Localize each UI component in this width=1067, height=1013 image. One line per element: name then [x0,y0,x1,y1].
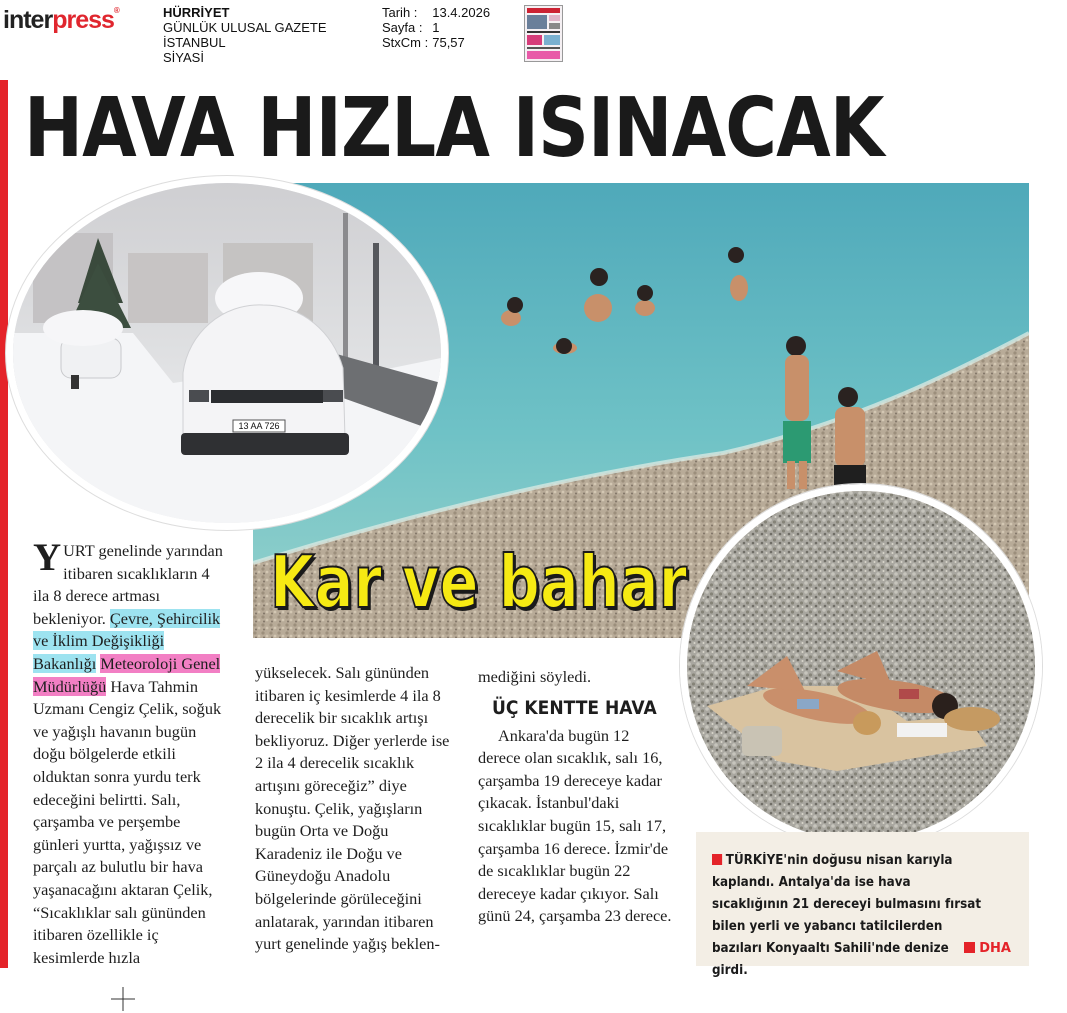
subheading: ÜÇ KENTTE HAVA [492,696,657,719]
sunbathers-photo [680,484,1042,848]
highlight-ministry: Çevre, Şehircilik ve İklim Değişikliği Bakanlığı [33,608,221,673]
logo-part1: inter [3,6,53,34]
publication-city: İSTANBUL [163,35,226,50]
column-2-text: yükselecek. Salı gününden itibaren iç kesimlerde 4 ila 8 derecelik bir sıcaklık artışı bekliyoruz. Diğer yerlerde ise 2 ila 4 derecelik sıcaklık artışını göreceğiz” diye konuştu. Çelik, yağışların bugün Orta ve Doğu Karadeniz ile Doğu ve Güneydoğu Anadolu bölgelerinde görüleceğini anlatarak, yarından itibaren yurt genelinde yağış beklen- [255,663,450,954]
article-column-2 [255,662,451,956]
column-3-body: Ankara'da bugün 12 derece olan sıcaklık, salı 16, çarşamba 19 dereceye kadar çıkacak. İstanbul'daki sıcaklıklar bugün 15, salı 17, çarşamba 16 derece. İzmir'de de sıcaklıklar bugün 22 dereceye kadar çıkıyor. Salı günü 24, çarşamba 23 derece. [478,725,672,926]
column-3-lead: mediğini söyledi. [478,667,592,686]
photo-credit [964,941,1011,956]
caption-lead: TÜRKİYE [725,853,784,868]
meta-row-size [382,35,494,50]
kicker-title: Kar ve bahar [270,540,688,624]
drop-cap: Y [33,536,62,579]
logo-part2: press [52,6,114,34]
publication-info [163,5,327,65]
meta-value: 1 [432,20,440,35]
article-column-3 [478,666,674,928]
meta-row-date [382,5,494,20]
sunbathers-illustration [687,491,1035,841]
red-square-icon [964,942,975,953]
crop-mark-icon [111,987,135,1011]
highlight-meteorology: Meteoroloji Genel Müdürlüğü [33,653,221,696]
license-plate-text: 13 AA 726 [238,421,280,431]
meta-label: Tarih : [382,5,418,20]
column-1-text-a: URT genelinde yarından itibaren sıcaklıkların 4 ila 8 derece artması bekleniyor. [33,541,223,628]
photo-caption-box [696,832,1029,978]
headline: HAVA HIZLA ISINACAK [24,81,884,176]
snow-photo [6,176,448,530]
caption-text [712,850,988,982]
column-1-text-b: Hava Tahmin Uzmanı Cengiz Çelik, soğuk ve yağışlı havanın bugün doğu bölgelerde etkili olduktan sonra yurdu terk edeceğini belirtti. Salı, çarşamba ve perşembe günleri yurtta, yağışsız ve parçalı az bulutlu bir hava yaşanacağını aktaran Çelik, “Sıcaklıklar salı gününden itibaren özellikle iç kesimlerde hızla [33,676,222,967]
meta-value: 13.4.2026 [432,5,491,20]
credit-name: DHA [979,941,1011,956]
meta-row-page [382,20,494,35]
publication-type: GÜNLÜK ULUSAL GAZETE [163,20,327,35]
page-thumbnail-image [525,6,562,61]
meta-value: 75,57 [432,35,465,50]
interpress-logo [3,6,119,35]
red-square-icon [712,854,722,865]
clipping-meta [382,5,494,50]
meta-label: Sayfa : [382,20,423,35]
publication-name: HÜRRİYET [163,5,230,20]
publication-section: SİYASİ [163,50,204,65]
logo-registered-mark: ® [113,6,119,15]
red-side-bar [0,80,8,968]
article-column-1 [33,536,229,969]
snow-illustration [13,183,441,523]
page-thumbnail[interactable] [524,5,563,62]
caption-body: 'nin doğusu nisan karıyla kaplandı. Antalya'da ise hava sıcaklığının 21 dereceyi bulmasını fırsat bilen yerli ve yabancı tatilcilerden bazıları Konyaaltı Sahili'nde denize girdi. [712,853,982,978]
meta-label: StxCm : [382,35,429,50]
